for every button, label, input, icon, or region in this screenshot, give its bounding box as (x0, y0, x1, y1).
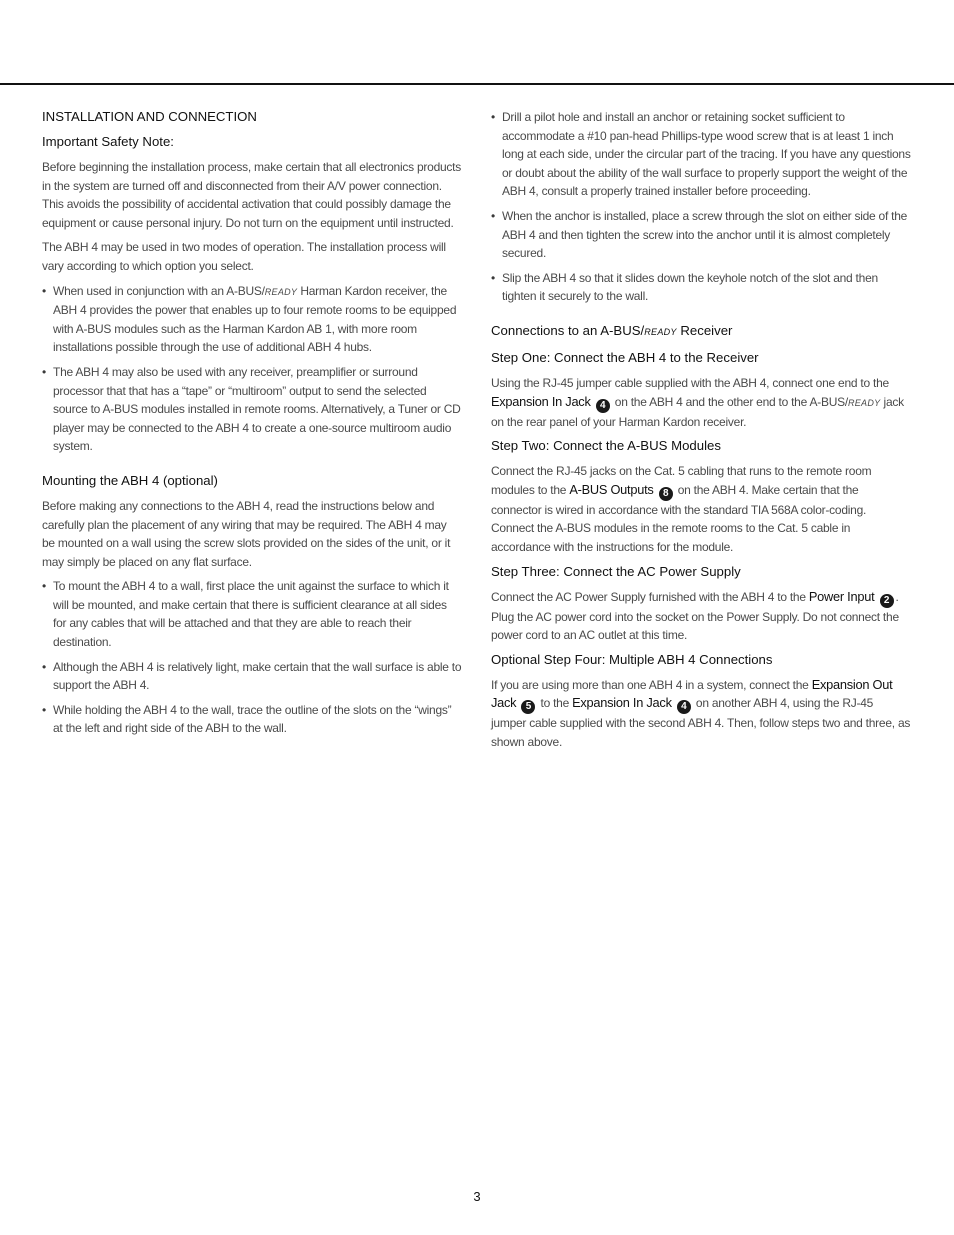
bullet-text: Although the ABH 4 is relatively light, make certain that the wall surface is able to support the ABH 4. (53, 659, 462, 693)
page-number: 3 (473, 1189, 481, 1204)
step-three-paragraph (491, 588, 911, 645)
callout-number-icon: 8 (659, 487, 673, 501)
bullet-text: To mount the ABH 4 to a wall, first place the unit against the surface to which it will be mounted, and make certain that there is sufficient clearance at all sides for any cables that will be attached and that they are able to reach their destination. (53, 579, 449, 650)
step-text: to the (537, 696, 573, 711)
bullet-icon: • (491, 270, 495, 285)
step-one-paragraph (491, 374, 911, 431)
step-two-paragraph (491, 462, 911, 556)
left-column (42, 108, 462, 744)
step-text: on the ABH 4. Make certain that the connector is wired in accordance with the standard TIA 568A color-coding. Connect the A-BUS modules in the remote rooms to the Cat. 5 cable in accordance with the instructions for the module. (491, 482, 867, 554)
right-column (491, 108, 911, 757)
connections-heading (491, 322, 911, 341)
list-item (491, 108, 911, 201)
bullet-text: Slip the ABH 4 so that it slides down the keyhole notch of the slot and then tighten it securely to the wall. (502, 270, 878, 304)
list-item (42, 658, 462, 695)
modes-paragraph: The ABH 4 may be used in two modes of operation. The installation process will vary according to which option you select. (42, 240, 446, 273)
safety-heading: Important Safety Note: (42, 134, 174, 149)
heading-text: Receiver (676, 322, 733, 338)
bullet-text: Drill a pilot hole and install an anchor or retaining socket sufficient to accommodate a #10 pan-head Phillips-type wood screw that is at least 1 inch long at each side, under the circular part of the tracing. If you have any questions or doubt about the ability of the wall surface to properly support the weight of the ABH 4, consult a properly trained installer before proceeding. (502, 110, 911, 199)
callout-number-icon: 4 (596, 399, 610, 413)
step-text: If you are using more than one ABH 4 in a system, connect the (491, 677, 812, 692)
section-title: INSTALLATION AND CONNECTION (42, 109, 257, 124)
bullet-icon: • (491, 208, 495, 223)
control-name: Power Input (808, 588, 875, 604)
mounting-heading: Mounting the ABH 4 (optional) (42, 472, 218, 488)
bullet-icon: • (42, 579, 46, 594)
ready-label: READY (264, 286, 298, 297)
mounting-paragraph: Before making any connections to the ABH 4, read the instructions below and carefully plan the placement of any wiring that may be required. The ABH 4 may be mounted on a wall using the screw slots provided on the sides of the unit, or it may simply be placed on any flat surface. (42, 498, 451, 569)
step-text: Using the RJ-45 jumper cable supplied with the ABH 4, connect one end to the (491, 375, 889, 390)
step-text: Connect the RJ-45 jacks on the Cat. 5 cabling that runs to the remote room modules to the (491, 464, 872, 497)
step-text: jack on the rear panel of your Harman Kardon receiver. (491, 394, 904, 429)
header-rule (0, 83, 954, 85)
bullet-text: When the anchor is installed, place a screw through the slot on either side of the ABH 4 and then tighten the screw into the anchor until it is almost completely secured. (502, 208, 908, 261)
bullet-text: Harman Kardon receiver, the ABH 4 provides the power that enables up to four remote rooms to be equipped with A-BUS modules such as the Harman Kardon AB 1, with more room installations possible through the use of additional ABH 4 hubs. (53, 283, 457, 355)
bullet-text: The ABH 4 may also be used with any receiver, preamplifier or surround processor that that has a “tape” or “multiroom” output to send the selected source to A-BUS modules installed in remote rooms. Alternatively, a Tuner or CD player may be connected to the ABH 4 to create a one-source multiroom audio system. (53, 364, 461, 454)
ready-label: READY (644, 326, 677, 337)
list-item (491, 207, 911, 263)
control-name: Expansion In Jack (491, 393, 591, 409)
step-text: on the ABH 4 and the other end to the A-BUS/ (611, 394, 848, 409)
step-text: . Plug the AC power cord into the socket on the Power Supply. Do not connect the power cord to an AC outlet at this time. (491, 589, 899, 643)
bullet-icon: • (42, 659, 46, 674)
step-four-heading: Optional Step Four: Multiple ABH 4 Connections (491, 651, 773, 667)
control-name: Expansion In Jack (572, 695, 672, 711)
ready-label: READY (847, 397, 881, 408)
step-four-paragraph (491, 676, 911, 752)
bullet-icon: • (42, 364, 46, 379)
safety-paragraph: Before beginning the installation process, make certain that all electronics products in the system are turned off and disconnected from their A/V power connection. This avoids the possibility of accidental activation that could possibly damage the equipment or cause personal injury. Do not turn on the equipment until instructed. (42, 160, 461, 230)
list-item (42, 577, 462, 651)
list-item (42, 282, 462, 357)
heading-text: Connections to an A-BUS/ (491, 322, 645, 338)
control-name: Expansion Out Jack (491, 676, 893, 711)
bullet-text: When used in conjunction with an A-BUS/ (53, 283, 265, 298)
list-item (491, 269, 911, 306)
list-item (42, 363, 462, 456)
step-one-heading: Step One: Connect the ABH 4 to the Receiver (491, 349, 759, 365)
bullet-icon: • (42, 283, 46, 298)
step-two-heading: Step Two: Connect the A-BUS Modules (491, 438, 721, 454)
callout-number-icon: 4 (677, 700, 691, 714)
step-text: Connect the AC Power Supply furnished with the ABH 4 to the (491, 589, 809, 604)
step-text: on another ABH 4, using the RJ-45 jumper cable supplied with the second ABH 4. Then, follow steps two and three, as shown above. (491, 696, 911, 749)
callout-number-icon: 5 (521, 700, 535, 714)
callout-number-icon: 2 (880, 594, 894, 608)
bullet-icon: • (491, 110, 495, 124)
list-item (42, 701, 462, 738)
bullet-icon: • (42, 702, 46, 717)
control-name: A-BUS Outputs (569, 481, 654, 497)
bullet-text: While holding the ABH 4 to the wall, trace the outline of the slots on the “wings” at the left and right side of the ABH to the wall. (53, 702, 452, 736)
step-three-heading: Step Three: Connect the AC Power Supply (491, 563, 741, 579)
